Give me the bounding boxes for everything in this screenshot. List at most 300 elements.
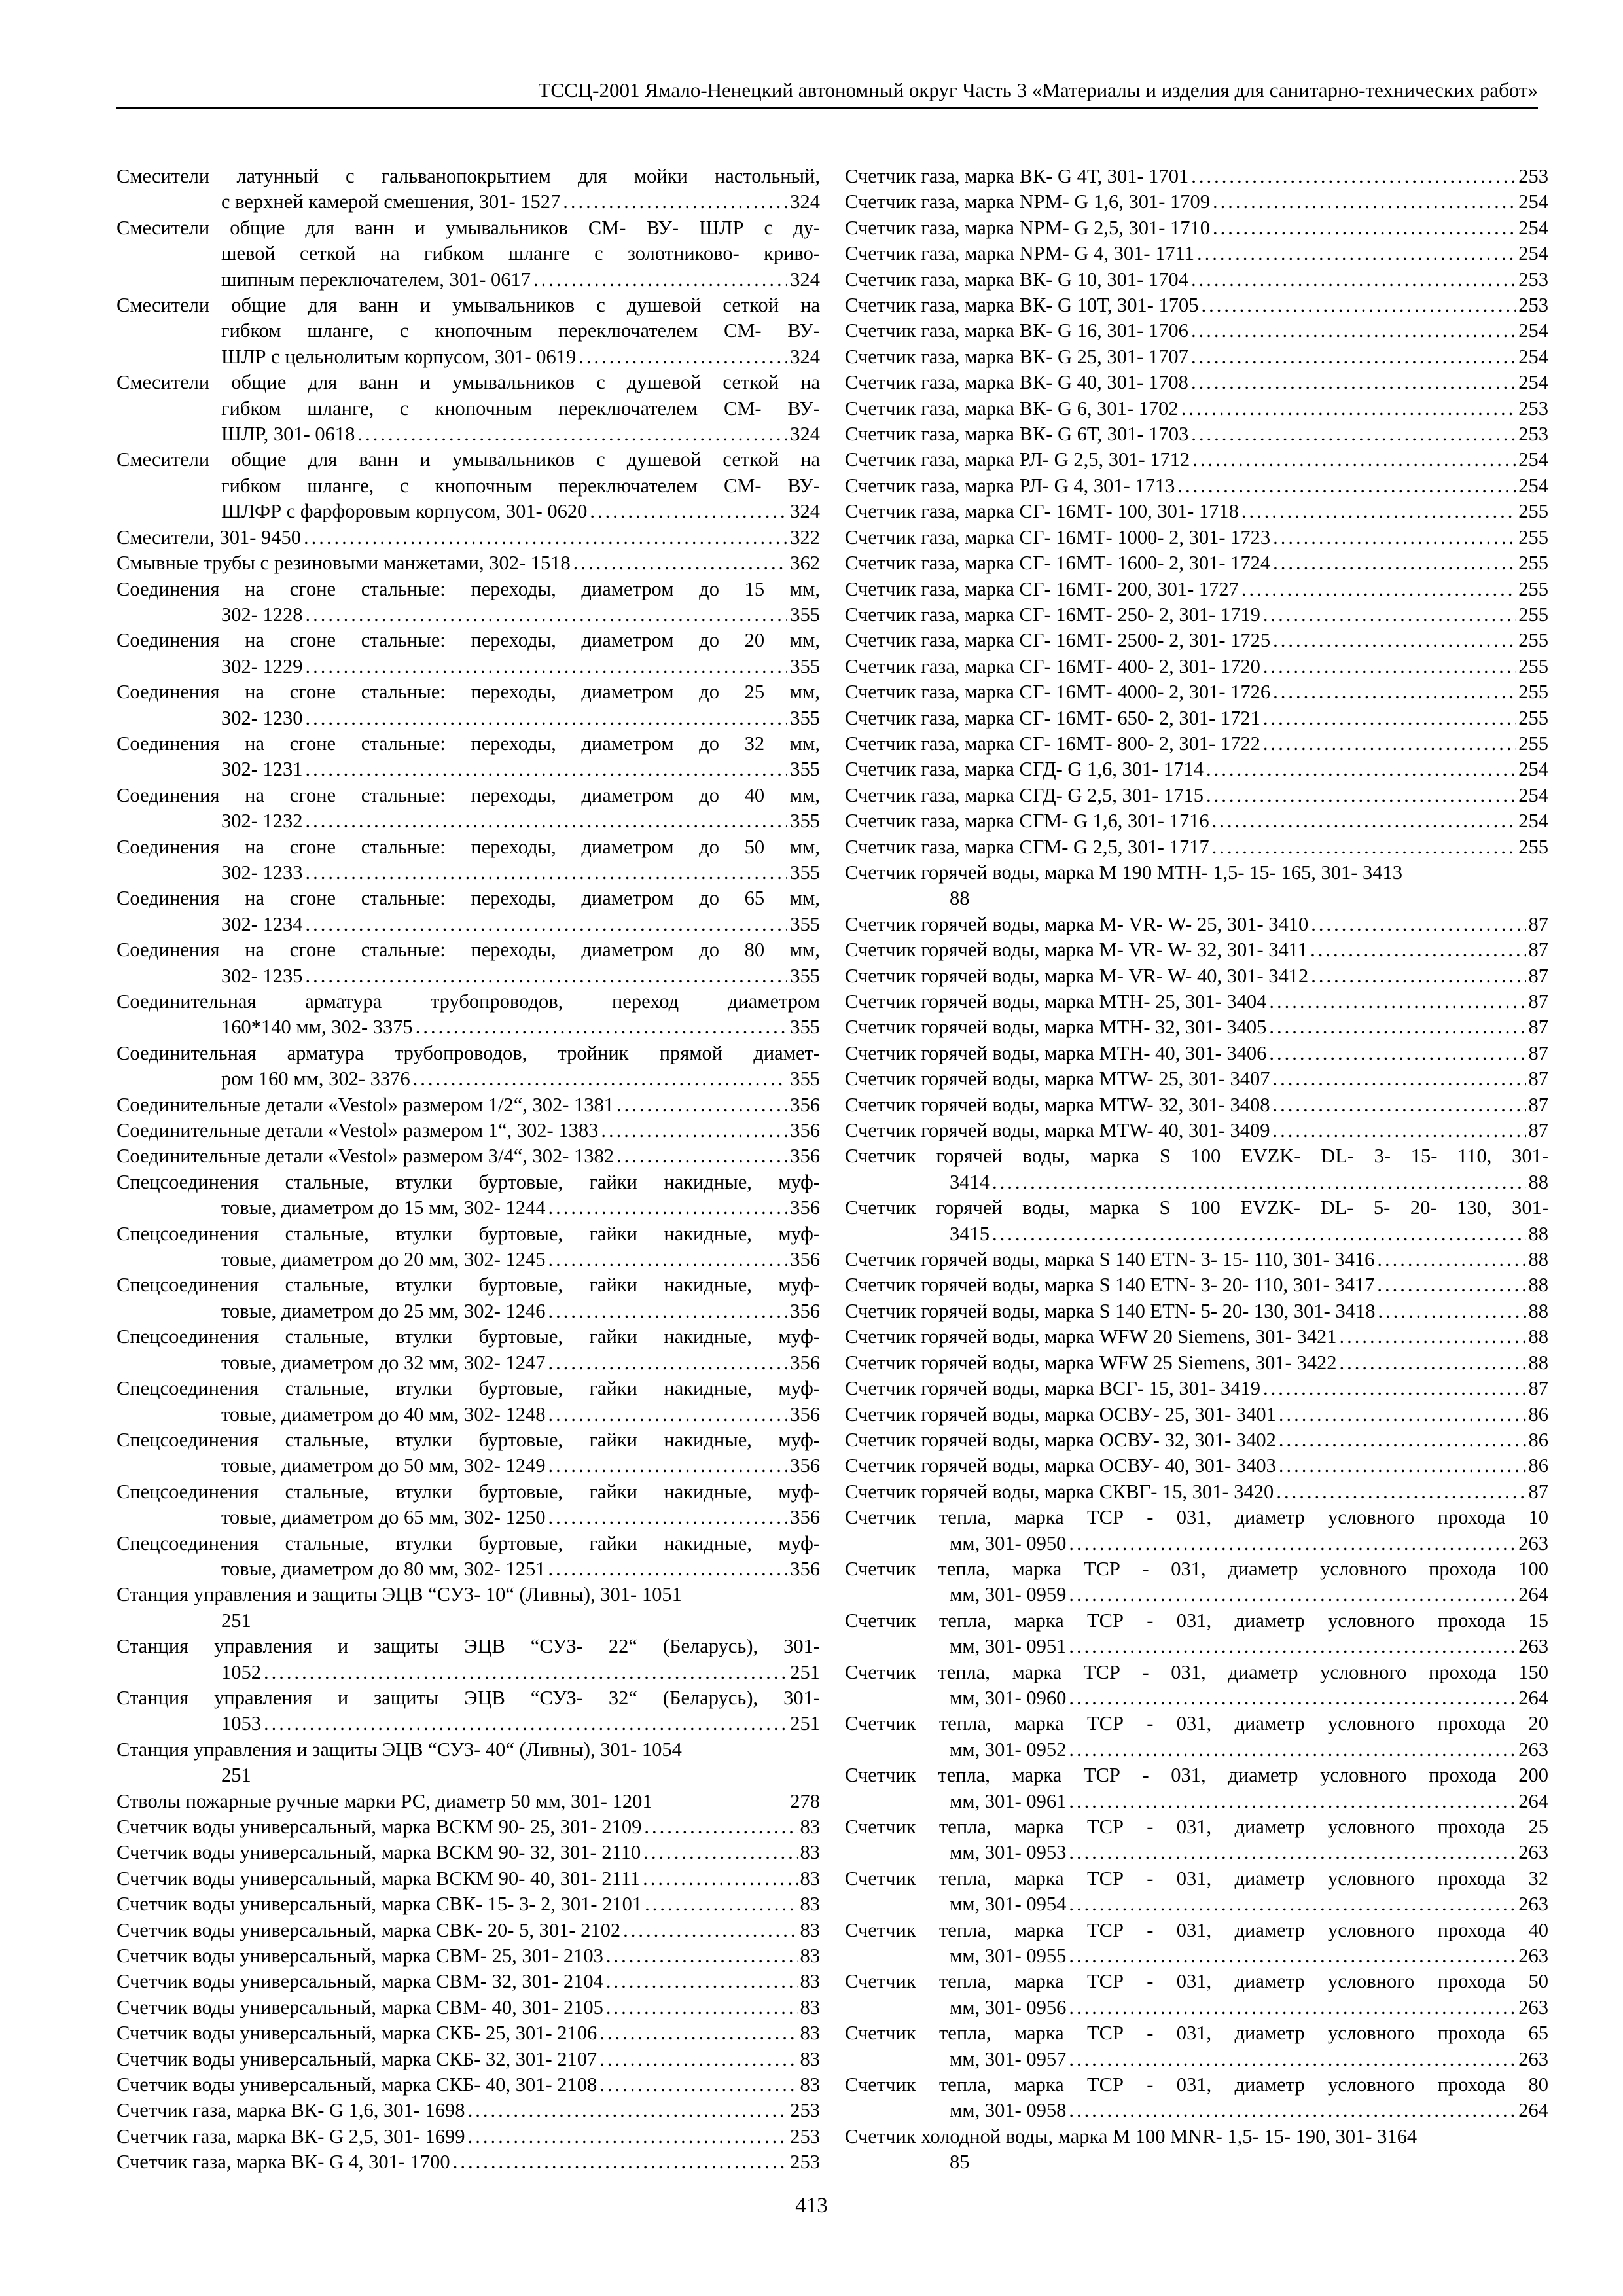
entry-text-line: товые, диаметром до 50 мм, 302- 1249 [221,1454,546,1477]
entry-text-line: Счетчик газа, марка ВК- G 6, 301- 1702 [845,397,1179,420]
index-entry [845,267,1548,293]
entry-text-line: Смесители общие для ванн и умывальников с душевой сеткой на [116,294,820,317]
dot-leader [1206,783,1516,808]
entry-text-line: Соединительные детали «Vestol» размером 1/2“, 302- 1381 [116,1093,615,1116]
entry-text-line: Счетчик тепла, марка ТСР - 031, диаметр условного прохода 150 [845,1660,1548,1683]
entry-last-line [116,1092,820,1118]
dot-leader [1069,1531,1516,1556]
dot-leader [1273,1066,1526,1092]
entry-page-ref: 88 [1528,1351,1548,1374]
entry-page-ref: 324 [790,190,820,213]
entry-last-line [845,1453,1548,1479]
entry-text-line: гибком шланге, с кнопочным переключателем СМ- ВУ- [221,474,820,497]
entry-text-line: Соединения на сгоне стальные: переходы, диаметром до 40 мм, [116,783,820,806]
dot-leader [992,1221,1526,1247]
index-entry [116,1685,820,1737]
entry-text-line: Счетчик газа, марка СГ- 16МТ- 400- 2, 301- 1720 [845,655,1260,677]
entry-text-line: Счетчик тепла, марка ТСР - 031, диаметр условного прохода 10 [845,1506,1548,1529]
dot-leader [453,2149,788,2175]
entry-text-line: Счетчик газа, марка NPM- G 1,6, 301- 1709 [845,190,1210,213]
entry-last-line [116,1814,820,1840]
index-entry [116,447,820,524]
entry-last-line [116,1195,820,1221]
dot-leader [1069,1737,1516,1763]
entry-page-ref: 356 [790,1119,820,1142]
dot-leader [357,422,787,447]
index-entry [116,937,820,989]
entry-text-line: товые, диаметром до 65 мм, 302- 1250 [221,1506,546,1529]
dot-leader [1177,473,1516,499]
dot-leader [1191,318,1516,344]
entry-text-line: мм, 301- 0956 [950,1996,1067,2018]
entry-page-ref: 87 [1528,1041,1548,1064]
entry-text-line: товые, диаметром до 15 мм, 302- 1244 [221,1196,546,1219]
entry-text-line: Счетчик газа, марка ВК- G 40, 301- 1708 [845,371,1188,394]
entry-page-ref: 356 [790,1248,820,1271]
dot-leader [306,757,788,782]
entry-text-line: Смесители латунный с гальванопокрытием для мойки настольный, [116,165,820,187]
index-entry [845,1247,1548,1272]
entry-page-ref: 322 [790,526,820,548]
entry-text-line: товые, диаметром до 20 мм, 302- 1245 [221,1248,546,1271]
dot-leader [1279,1427,1526,1453]
entry-page-ref: 355 [790,655,820,677]
entry-text-line: 302- 1230 [221,706,303,729]
entry-text-line: Спецсоединения стальные, втулки буртовые, гайки накидные, муф- [116,1428,820,1451]
entry-text-line: Счетчик тепла, марка ТСР - 031, диаметр условного прохода 50 [845,1970,1548,1993]
dot-leader [1311,963,1525,989]
dot-leader [1377,1247,1525,1272]
entry-page-ref: 87 [1528,1093,1548,1116]
entry-page-ref: 324 [790,500,820,523]
index-entry [116,1969,820,1994]
dot-leader [1206,757,1516,782]
entry-text-line: Счетчик холодной воды, марка М 100 MNR- 1,5- 15- 190, 301- 3164 [845,2125,1418,2147]
entry-page-ref: 254 [1518,371,1548,394]
entry-last-line [845,679,1548,705]
entry-last-line [116,1995,820,2020]
dot-leader [306,602,788,628]
index-entry [845,963,1548,989]
entry-last-line [116,499,820,524]
index-entry [116,1041,820,1092]
entry-text-line: мм, 301- 0957 [950,2047,1067,2070]
dot-leader [1279,1453,1526,1479]
entry-last-line [116,1299,820,1324]
dot-leader [306,912,788,937]
dot-leader [1191,164,1516,189]
entry-last-line [116,1505,820,1530]
entry-text-line: Соединения на сгоне стальные: переходы, диаметром до 32 мм, [116,732,820,755]
entry-text-line: Счетчик газа, марка СГ- 16МТ- 4000- 2, 301- 1726 [845,681,1271,704]
entry-last-line [116,422,820,447]
index-entry [845,1402,1548,1427]
entry-last-line [116,2020,820,2046]
entry-text-line: Счетчик горячей воды, марка S 140 ETN- 5- 20- 130, 301- 3418 [845,1299,1376,1322]
entry-text-line: Счетчик горячей воды, марка S 100 EVZK- DL- 5- 20- 130, 301- [845,1196,1548,1219]
entry-text-line: Счетчик горячей воды, марка S 100 EVZK- DL- 3- 15- 110, 301- [845,1145,1548,1168]
dot-leader [548,1453,788,1479]
entry-text-line: Счетчик горячей воды, марка СКВГ- 15, 301- 3420 [845,1480,1274,1503]
index-entry [116,1272,820,1324]
dot-leader [304,525,787,550]
dot-leader [616,1143,787,1169]
dot-leader [416,1014,787,1040]
dot-leader [606,1969,798,1994]
index-entry [845,912,1548,937]
entry-text-line: товые, диаметром до 32 мм, 302- 1247 [221,1351,546,1374]
entry-text-line: Счетчик горячей воды, марка МТН- 32, 301- 3405 [845,1016,1267,1039]
entry-last-line [116,1247,820,1272]
entry-text-line: Счетчик газа, марка СГ- 16МТ- 1600- 2, 301- 1724 [845,552,1271,575]
dot-leader [1191,344,1516,370]
entry-last-line [845,1170,1548,1195]
entry-page-ref: 88 [1528,1274,1548,1297]
entry-last-line [116,1969,820,1994]
entry-text-line: Счетчик воды универсальный, марка СВМ- 25, 301- 2103 [116,1945,603,1967]
entry-text-line: Счетчик тепла, марка ТСР - 031, диаметр условного прохода 15 [845,1609,1548,1632]
index-entry [845,1041,1548,1066]
entry-text-line: Счетчик газа, марка ВК- G 25, 301- 1707 [845,345,1188,368]
entry-page-ref: 356 [790,1299,820,1322]
index-entry [845,1376,1548,1401]
entry-last-line [116,1143,820,1169]
entry-page-ref: 87 [1528,1119,1548,1142]
index-entry [845,1324,1548,1350]
dot-leader [548,1299,788,1324]
entry-text-line: Счетчик горячей воды, марка S 140 ETN- 3- 20- 110, 301- 3417 [845,1274,1375,1297]
entry-page-ref: 83 [800,2022,820,2045]
entry-text-line: Счетчик газа, марка ВК- G 4Т, 301- 1701 [845,165,1189,187]
entry-page-ref: 83 [800,1970,820,1993]
dot-leader [533,267,787,293]
entry-page-ref: 255 [1518,552,1548,575]
entry-text-line: Счетчик горячей воды, марка М- VR- W- 32, 301- 3411 [845,939,1308,961]
entry-text-line: мм, 301- 0960 [950,1686,1067,1709]
entry-last-line [116,267,820,293]
entry-page-ref: 253 [1518,165,1548,187]
entry-page-ref: 88 [950,887,970,910]
entry-last-line [845,963,1548,989]
entry-page-ref: 83 [800,2073,820,2096]
entry-text-line: Счетчик тепла, марка ТСР - 031, диаметр условного прохода 40 [845,1918,1548,1941]
dot-leader [606,1943,798,1969]
index-entry [845,577,1548,602]
entry-text-line: мм, 301- 0955 [950,1945,1067,1967]
entry-page-ref: 355 [790,758,820,781]
entry-page-ref: 324 [790,345,820,368]
index-entry [116,1092,820,1118]
dot-leader [599,2072,797,2098]
index-entry [116,370,820,447]
entry-page-ref: 253 [790,2151,820,2174]
entry-last-line [845,577,1548,602]
entry-last-line [116,525,820,550]
entry-last-line [845,1995,1548,2020]
entry-page-ref: 83 [800,1945,820,1967]
entry-text-line: Счетчик воды универсальный, марка СВК- 20- 5, 301- 2102 [116,1918,621,1941]
dot-leader [563,189,787,215]
dot-leader [548,1402,788,1427]
dot-leader [643,1866,797,1892]
index-entry [116,2124,820,2149]
entry-text-line: Соединительная арматура трубопроводов, переход диаметром [116,990,820,1013]
index-entry [845,860,1548,912]
entry-text-line: Счетчик газа, марка ВК- G 10Т, 301- 1705 [845,294,1199,317]
entry-page-ref: 87 [1528,990,1548,1013]
entry-last-line [116,2098,820,2123]
entry-page-ref: 278 [790,1789,820,1812]
entry-page-ref: 355 [790,603,820,626]
index-entry [845,1711,1548,1763]
entry-text-line: 302- 1231 [221,758,303,781]
index-entry [845,1427,1548,1453]
index-entry [845,318,1548,344]
entry-last-line [845,2047,1548,2072]
dot-leader [1378,1299,1525,1324]
index-entry [116,1737,820,1789]
entry-last-line [116,2124,820,2149]
index-entry [845,679,1548,705]
entry-last-line [116,1118,820,1143]
dot-leader [1339,1324,1525,1350]
dot-leader [1263,731,1516,757]
entry-text-line: шипным переключателем, 301- 0617 [221,268,531,291]
entry-last-line [116,1918,820,1943]
index-entry [845,293,1548,318]
entry-last-line [116,550,820,576]
entry-text-line: Счетчик тепла, марка ТСР - 031, диаметр условного прохода 80 [845,2073,1548,2096]
entry-last-line [845,344,1548,370]
dot-leader [1069,1892,1516,1917]
entry-text-line: с верхней камерой смешения, 301- 1527 [221,190,561,213]
entry-page-ref: 255 [1518,603,1548,626]
entry-last-line [845,834,1548,860]
index-entry [845,1272,1548,1298]
index-entry [116,679,820,731]
entry-last-line [845,1376,1548,1401]
index-entry [845,1918,1548,1969]
entry-text-line: Счетчик воды универсальный, марка СКБ- 25, 301- 2106 [116,2022,597,2045]
entry-last-line [845,989,1548,1014]
entry-page-ref: 254 [1518,758,1548,781]
entry-text-line: Счетчик горячей воды, марка М 190 МТН- 1,5- 15- 165, 301- 3413 [845,861,1402,884]
dot-leader [1069,2047,1516,2072]
entry-last-line [845,550,1548,576]
entry-text-line: Счетчик воды универсальный, марка СКБ- 40, 301- 2108 [116,2073,597,2096]
index-entry [845,937,1548,963]
entry-text-line: Соединения на сгоне стальные: переходы, диаметром до 50 мм, [116,835,820,858]
entry-last-line [116,2047,820,2072]
dot-leader [413,1066,788,1092]
entry-text-line: Счетчик воды универсальный, марка СВМ- 32, 301- 2104 [116,1970,603,1993]
entry-text-line: товые, диаметром до 80 мм, 302- 1251 [221,1557,546,1580]
dot-leader [1269,989,1525,1014]
entry-text-line: Счетчик газа, марка NPM- G 2,5, 301- 1710 [845,216,1210,239]
entry-page-ref: 254 [1518,319,1548,342]
dot-leader [1202,293,1516,318]
entry-text-line: 302- 1228 [221,603,303,626]
index-entry [845,1453,1548,1479]
entry-last-line [116,1402,820,1427]
entry-page-ref: 253 [790,2125,820,2147]
entry-text-line: Станция управления и защиты ЭЦВ “СУЗ- 10“ (Ливны), 301- 1051 [116,1583,682,1606]
index-entry [116,293,820,370]
entry-text-line: мм, 301- 0959 [950,1583,1067,1606]
entry-text-line: Счетчик воды универсальный, марка СВК- 15- 3- 2, 301- 2101 [116,1893,643,1916]
dot-leader [1069,1789,1516,1814]
entry-last-line [116,757,820,782]
entry-last-line [845,1247,1548,1272]
entry-text-line: Станция управления и защиты ЭЦВ “СУЗ- 22“ (Беларусь), 301- [116,1635,820,1658]
entry-page-ref: 87 [1528,939,1548,961]
entry-page-ref: 88 [1528,1170,1548,1193]
index-entry [845,2020,1548,2072]
index-entry [845,1143,1548,1195]
dot-leader [1069,1943,1516,1969]
entry-page-ref: 356 [790,1351,820,1374]
entry-last-line [845,370,1548,395]
index-entry [845,1479,1548,1505]
index-entry [845,1066,1548,1092]
page-number: 413 [795,2194,828,2217]
dot-leader [306,963,788,989]
dot-leader [992,1170,1526,1195]
entry-text-line: Счетчик тепла, марка ТСР - 031, диаметр условного прохода 100 [845,1557,1548,1580]
dot-leader [1212,834,1516,860]
entry-page-ref: 253 [1518,294,1548,317]
dot-leader [1191,267,1516,293]
entry-page-ref: 88 [1528,1325,1548,1348]
entry-last-line [845,396,1548,422]
index-entry [845,1556,1548,1608]
index-entry [845,783,1548,808]
index-entry [845,396,1548,422]
index-entry [845,1814,1548,1866]
dot-leader [1269,1041,1525,1066]
index-entry [845,1118,1548,1143]
index-entry [116,1918,820,1943]
index-entry [116,577,820,628]
index-entry [845,1763,1548,1814]
index-entry [845,2124,1548,2176]
entry-text-line: Смесители общие для ванн и умывальников с душевой сеткой на [116,371,820,394]
entry-text-line: Соединительные детали «Vestol» размером 1“, 302- 1383 [116,1119,599,1142]
entry-page-ref: 356 [790,1145,820,1168]
dot-leader [1191,370,1516,395]
dot-leader [1377,1272,1525,1298]
entry-last-line [845,1685,1548,1711]
entry-text-line: Соединения на сгоне стальные: переходы, диаметром до 80 мм, [116,939,820,961]
entry-last-line [116,1892,820,1917]
entry-page-ref: 254 [1518,448,1548,471]
index-entry [116,1118,820,1143]
entry-last-line [116,602,820,628]
entry-page-ref: 264 [1518,1583,1548,1606]
entry-text-line: Счетчик газа, марка ВК- G 1,6, 301- 1698 [116,2099,465,2122]
dot-leader [590,499,787,524]
entry-text-line: Соединительные детали «Vestol» размером 3/4“, 302- 1382 [116,1145,615,1168]
entry-text-line: Спецсоединения стальные, втулки буртовые, гайки накидные, муф- [116,1222,820,1245]
entry-page-ref: 83 [800,2047,820,2070]
entry-page-ref: 255 [1518,526,1548,548]
entry-text-line: Счетчик газа, марка СГ- 16МТ- 800- 2, 301- 1722 [845,732,1260,755]
entry-text-line: Счетчик газа, марка СГ- 16МТ- 250- 2, 301- 1719 [845,603,1260,626]
index-entry [116,989,820,1041]
dot-leader [468,2124,788,2149]
entry-page-ref: 255 [1518,655,1548,677]
entry-page-ref: 88 [1528,1222,1548,1245]
entry-page-ref: 87 [1528,1067,1548,1090]
dot-leader [548,1556,788,1582]
dot-leader [1192,447,1516,473]
dot-leader [1213,189,1516,215]
dot-leader [1213,215,1516,241]
entry-text-line: товые, диаметром до 25 мм, 302- 1246 [221,1299,546,1322]
entry-last-line [845,293,1548,318]
entry-text-line: Спецсоединения стальные, втулки буртовые, гайки накидные, муф- [116,1480,820,1503]
index-entry [116,1892,820,1917]
entry-text-line: 3414 [950,1170,990,1193]
entry-last-line [845,164,1548,189]
entry-last-line [116,860,820,886]
entry-last-line [845,1943,1548,1969]
entry-last-line [116,912,820,937]
entry-text-line: 1052 [221,1660,261,1683]
entry-last-line [845,783,1548,808]
entry-page-ref: 83 [800,1816,820,1838]
entry-last-line [845,499,1548,524]
index-entry [845,2072,1548,2124]
entry-page-ref: 254 [1518,345,1548,368]
index-entry [116,1324,820,1376]
index-entry [116,1582,820,1634]
index-entry [845,447,1548,473]
entry-last-line [845,654,1548,679]
entry-text-line: Спецсоединения стальные, втулки буртовые, гайки накидные, муф- [116,1532,820,1554]
entry-text-line: Соединения на сгоне стальные: переходы, диаметром до 15 мм, [116,577,820,600]
index-entry [845,422,1548,447]
entry-last-line [845,628,1548,653]
entry-last-line [845,1066,1548,1092]
entry-text-line: Смесители, 301- 9450 [116,526,301,548]
entry-last-line [845,1299,1548,1324]
entry-last-line [116,1711,820,1736]
entry-text-line: Счетчик горячей воды, марка S 140 ETN- 3- 15- 110, 301- 3416 [845,1248,1375,1271]
dot-leader [1069,2098,1516,2123]
entry-text-line: Счетчик газа, марка СГ- 16МТ- 1000- 2, 301- 1723 [845,526,1271,548]
entry-text-line: 160*140 мм, 302- 3375 [221,1016,413,1039]
index-entry [845,989,1548,1014]
entry-last-line [845,1041,1548,1066]
entry-page-ref: 263 [1518,1635,1548,1658]
entry-text-line: гибком шланге, с кнопочным переключателем СМ- ВУ- [221,319,820,342]
dot-leader [1241,499,1516,524]
entry-text-line: Счетчик газа, марка ВК- G 2,5, 301- 1699 [116,2125,465,2147]
dot-leader [468,2098,788,2123]
entry-page-ref: 251 [221,1764,251,1787]
dot-leader [1279,1402,1526,1427]
index-entry [116,1170,820,1221]
index-entry [845,834,1548,860]
entry-text-line: 3415 [950,1222,990,1245]
index-entry [845,473,1548,499]
entry-text-line: мм, 301- 0958 [950,2099,1067,2122]
entry-text-line: Счетчик тепла, марка ТСР - 031, диаметр условного прохода 20 [845,1712,1548,1735]
index-entry [845,731,1548,757]
entry-last-line [845,1892,1548,1917]
entry-page-ref: 264 [1518,2099,1548,2122]
